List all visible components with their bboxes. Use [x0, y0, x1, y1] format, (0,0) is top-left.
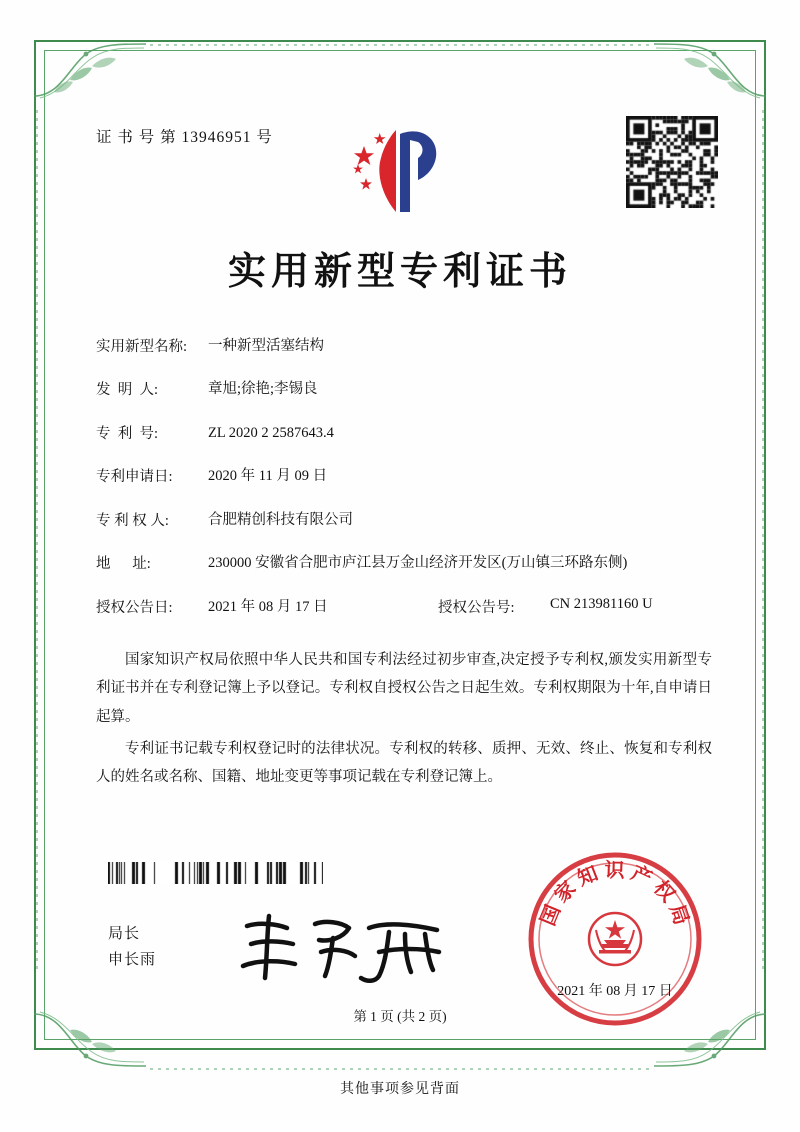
field-value: 230000 安徽省合肥市庐江县万金山经济开发区(万山镇三环路东侧) — [208, 555, 628, 572]
field-row-name — [96, 335, 716, 357]
fields-list — [96, 335, 716, 639]
field-value: 章旭;徐艳;李锡良 — [208, 381, 318, 398]
page-title: 实用新型专利证书 — [227, 251, 572, 293]
field-label: 地 址: — [96, 556, 151, 573]
seal-date: 2021 年 08 月 17 日 — [557, 984, 673, 999]
field-row-grant — [96, 596, 716, 618]
field-label: 专利申请日: — [96, 469, 173, 486]
director-role-label: 局长 — [108, 926, 141, 942]
field-value-secondary: CN 213981160 U — [550, 595, 653, 612]
field-label: 专 利 权 人: — [96, 512, 169, 529]
field-label: 发 明 人: — [96, 382, 159, 399]
official-seal-icon — [526, 850, 704, 1028]
field-label: 授权公告日: — [96, 599, 173, 616]
svg-text:国家知识产权局: 国家知识产权局 — [537, 859, 694, 933]
page-number: 第 1 页 (共 2 页) — [353, 1009, 447, 1024]
border-edge-right — [762, 110, 764, 970]
field-value: 合肥精创科技有限公司 — [208, 511, 353, 528]
director-name: 申长雨 — [108, 951, 157, 968]
field-row-address — [96, 552, 716, 574]
legal-paragraph: 国家知识产权局依照中华人民共和国专利法经过初步审查,决定授予专利权,颁发实用新型专利证书并在专利登记簿上予以登记。专利权自授权公告之日起生效。专利权期限为十年,自申请日起算。 — [96, 652, 712, 725]
legal-text — [96, 646, 712, 795]
qr-code-icon — [626, 116, 718, 208]
field-value: 2021 年 08 月 17 日 — [208, 598, 328, 615]
border-edge-bottom — [150, 1068, 650, 1070]
field-value: 一种新型活塞结构 — [208, 338, 324, 354]
certificate-content — [44, 50, 756, 1040]
field-row-patentee — [96, 509, 716, 531]
barcode-icon — [108, 862, 323, 884]
certificate-number: 证 书 号 第 13946951 号 — [96, 129, 273, 146]
field-row-inventor — [96, 378, 716, 400]
handwritten-signature-icon — [229, 908, 459, 988]
signature-block — [108, 922, 156, 973]
field-label: 实用新型名称: — [96, 339, 188, 355]
field-value: 2020 年 11 月 09 日 — [208, 468, 328, 485]
footnote: 其他事项参见背面 — [340, 1082, 460, 1097]
border-edge-top — [150, 44, 650, 46]
field-label: 专 利 号: — [96, 425, 159, 442]
field-row-application-date — [96, 465, 716, 487]
field-value: ZL 2020 2 2587643.4 — [208, 424, 334, 441]
field-label-secondary: 授权公告号: — [438, 599, 515, 616]
legal-paragraph: 专利证书记载专利权登记时的法律状况。专利权的转移、质押、无效、终止、恢复和专利权人的姓名或名称、国籍、地址变更等事项记载在专利登记簿上。 — [96, 740, 712, 786]
cnipa-logo-icon — [344, 116, 464, 226]
border-edge-left — [36, 110, 38, 970]
field-row-patent-number — [96, 422, 716, 444]
